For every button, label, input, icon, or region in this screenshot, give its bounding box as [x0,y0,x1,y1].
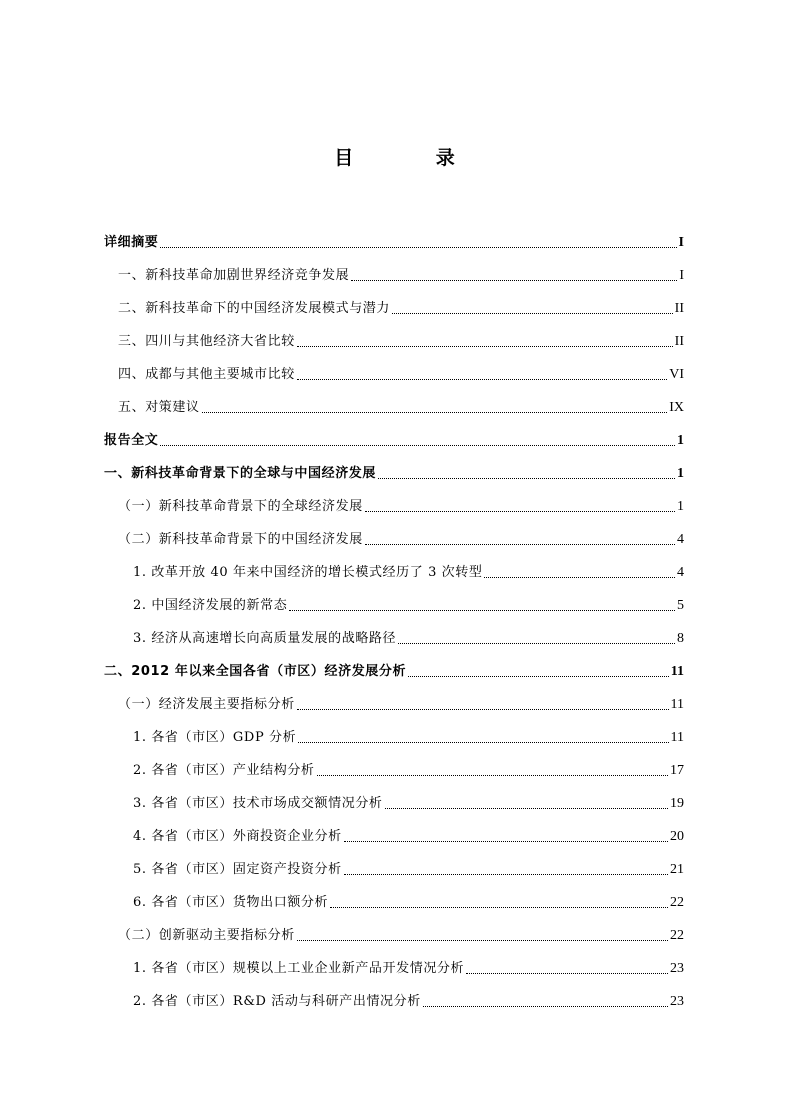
toc-page: 5 [677,598,684,613]
leader-dots [330,906,668,908]
toc-label: 一、新科技革命加剧世界经济竞争发展 [118,268,350,283]
toc-entry[interactable] [104,628,684,648]
toc-page: 8 [677,631,684,646]
leader-dots [297,378,667,380]
toc-entry[interactable] [104,364,684,384]
leader-dots [160,246,676,248]
toc-entry[interactable] [104,859,684,879]
toc-label: 5. 各省（市区）固定资产投资分析 [133,862,342,877]
toc-entry[interactable] [104,991,684,1011]
toc-page: 1 [677,433,684,448]
toc-page: 11 [670,697,684,712]
toc-entry[interactable] [104,298,684,318]
toc-entry[interactable] [104,595,684,615]
toc-entry[interactable] [104,562,684,582]
leader-dots [297,708,669,710]
toc-page: 23 [670,994,684,1009]
toc-label: 2. 中国经济发展的新常态 [133,598,288,613]
leader-dots [344,840,668,842]
toc-entry[interactable] [104,925,684,945]
toc-entry-full-report[interactable] [104,430,684,450]
page-title: 目 录 [334,147,493,169]
toc-page: 4 [677,532,684,547]
leader-dots [351,279,677,281]
toc-label: 一、新科技革命背景下的全球与中国经济发展 [104,466,377,481]
leader-dots [202,411,668,413]
toc-entry[interactable] [104,694,684,714]
toc-entry[interactable] [104,529,684,549]
toc-label: （二）新科技革命背景下的中国经济发展 [118,532,363,547]
toc-label: （一）新科技革命背景下的全球经济发展 [118,499,363,514]
toc-entry-detailed-summary[interactable] [104,232,684,252]
toc-page: 11 [670,664,684,679]
toc-entry[interactable] [104,265,684,285]
leader-dots [466,972,668,974]
toc-label: 2. 各省（市区）产业结构分析 [133,763,315,778]
toc-label: 报告全文 [104,433,159,448]
toc-page: I [678,235,684,250]
toc-page: II [674,334,684,349]
toc-entry[interactable] [104,496,684,516]
toc-page: 17 [670,763,684,778]
toc-page: 22 [670,928,684,943]
leader-dots [298,741,668,743]
leader-dots [408,675,669,677]
toc-label: 五、对策建议 [118,400,200,415]
toc-page: 1 [677,499,684,514]
leader-dots [365,510,675,512]
toc-page: IX [669,400,684,415]
toc-label: 详细摘要 [104,235,159,250]
toc-page: VI [669,367,684,382]
toc-label: 1. 各省（市区）GDP 分析 [133,730,297,745]
toc-label: 二、2012 年以来全国各省（市区）经济发展分析 [104,664,407,679]
toc-entry[interactable] [104,793,684,813]
toc-label: （一）经济发展主要指标分析 [118,697,295,712]
toc-label: 1. 各省（市区）规模以上工业企业新产品开发情况分析 [133,961,465,976]
leader-dots [160,444,675,446]
toc-page: 1 [677,466,684,481]
toc-entry[interactable] [104,727,684,747]
toc-entry-chapter[interactable] [104,463,684,483]
toc-page: 21 [670,862,684,877]
toc-entry[interactable] [104,892,684,912]
toc-page: 22 [670,895,684,910]
toc-page: 4 [677,565,684,580]
toc-label: 4. 各省（市区）外商投资企业分析 [133,829,342,844]
toc-entry-chapter[interactable] [104,661,684,681]
toc-label: 6. 各省（市区）货物出口额分析 [133,895,329,910]
toc-page: 20 [670,829,684,844]
leader-dots [484,576,675,578]
leader-dots [317,774,668,776]
toc-entry[interactable] [104,331,684,351]
toc-page: 11 [670,730,684,745]
toc-page: 19 [670,796,684,811]
toc-page: II [674,301,684,316]
leader-dots [365,543,675,545]
leader-dots [392,312,673,314]
leader-dots [289,609,675,611]
toc-entry[interactable] [104,397,684,417]
toc-label: 3. 各省（市区）技术市场成交额情况分析 [133,796,383,811]
leader-dots [423,1005,668,1007]
leader-dots [297,345,673,347]
toc-entry[interactable] [104,958,684,978]
toc-entry[interactable] [104,826,684,846]
leader-dots [378,477,675,479]
toc-label: 四、成都与其他主要城市比较 [118,367,295,382]
leader-dots [297,939,668,941]
toc-label: 1. 改革开放 40 年来中国经济的增长模式经历了 3 次转型 [133,565,483,580]
toc-page: 23 [670,961,684,976]
toc-label: 三、四川与其他经济大省比较 [118,334,295,349]
leader-dots [398,642,675,644]
leader-dots [385,807,668,809]
toc-entry[interactable] [104,760,684,780]
toc-label: （二）创新驱动主要指标分析 [118,928,295,943]
leader-dots [344,873,668,875]
toc-label: 二、新科技革命下的中国经济发展模式与潜力 [118,301,391,316]
toc-page: I [679,268,684,283]
toc-label: 3. 经济从高速增长向高质量发展的战略路径 [133,631,397,646]
toc-label: 2. 各省（市区）R&D 活动与科研产出情况分析 [133,994,421,1009]
